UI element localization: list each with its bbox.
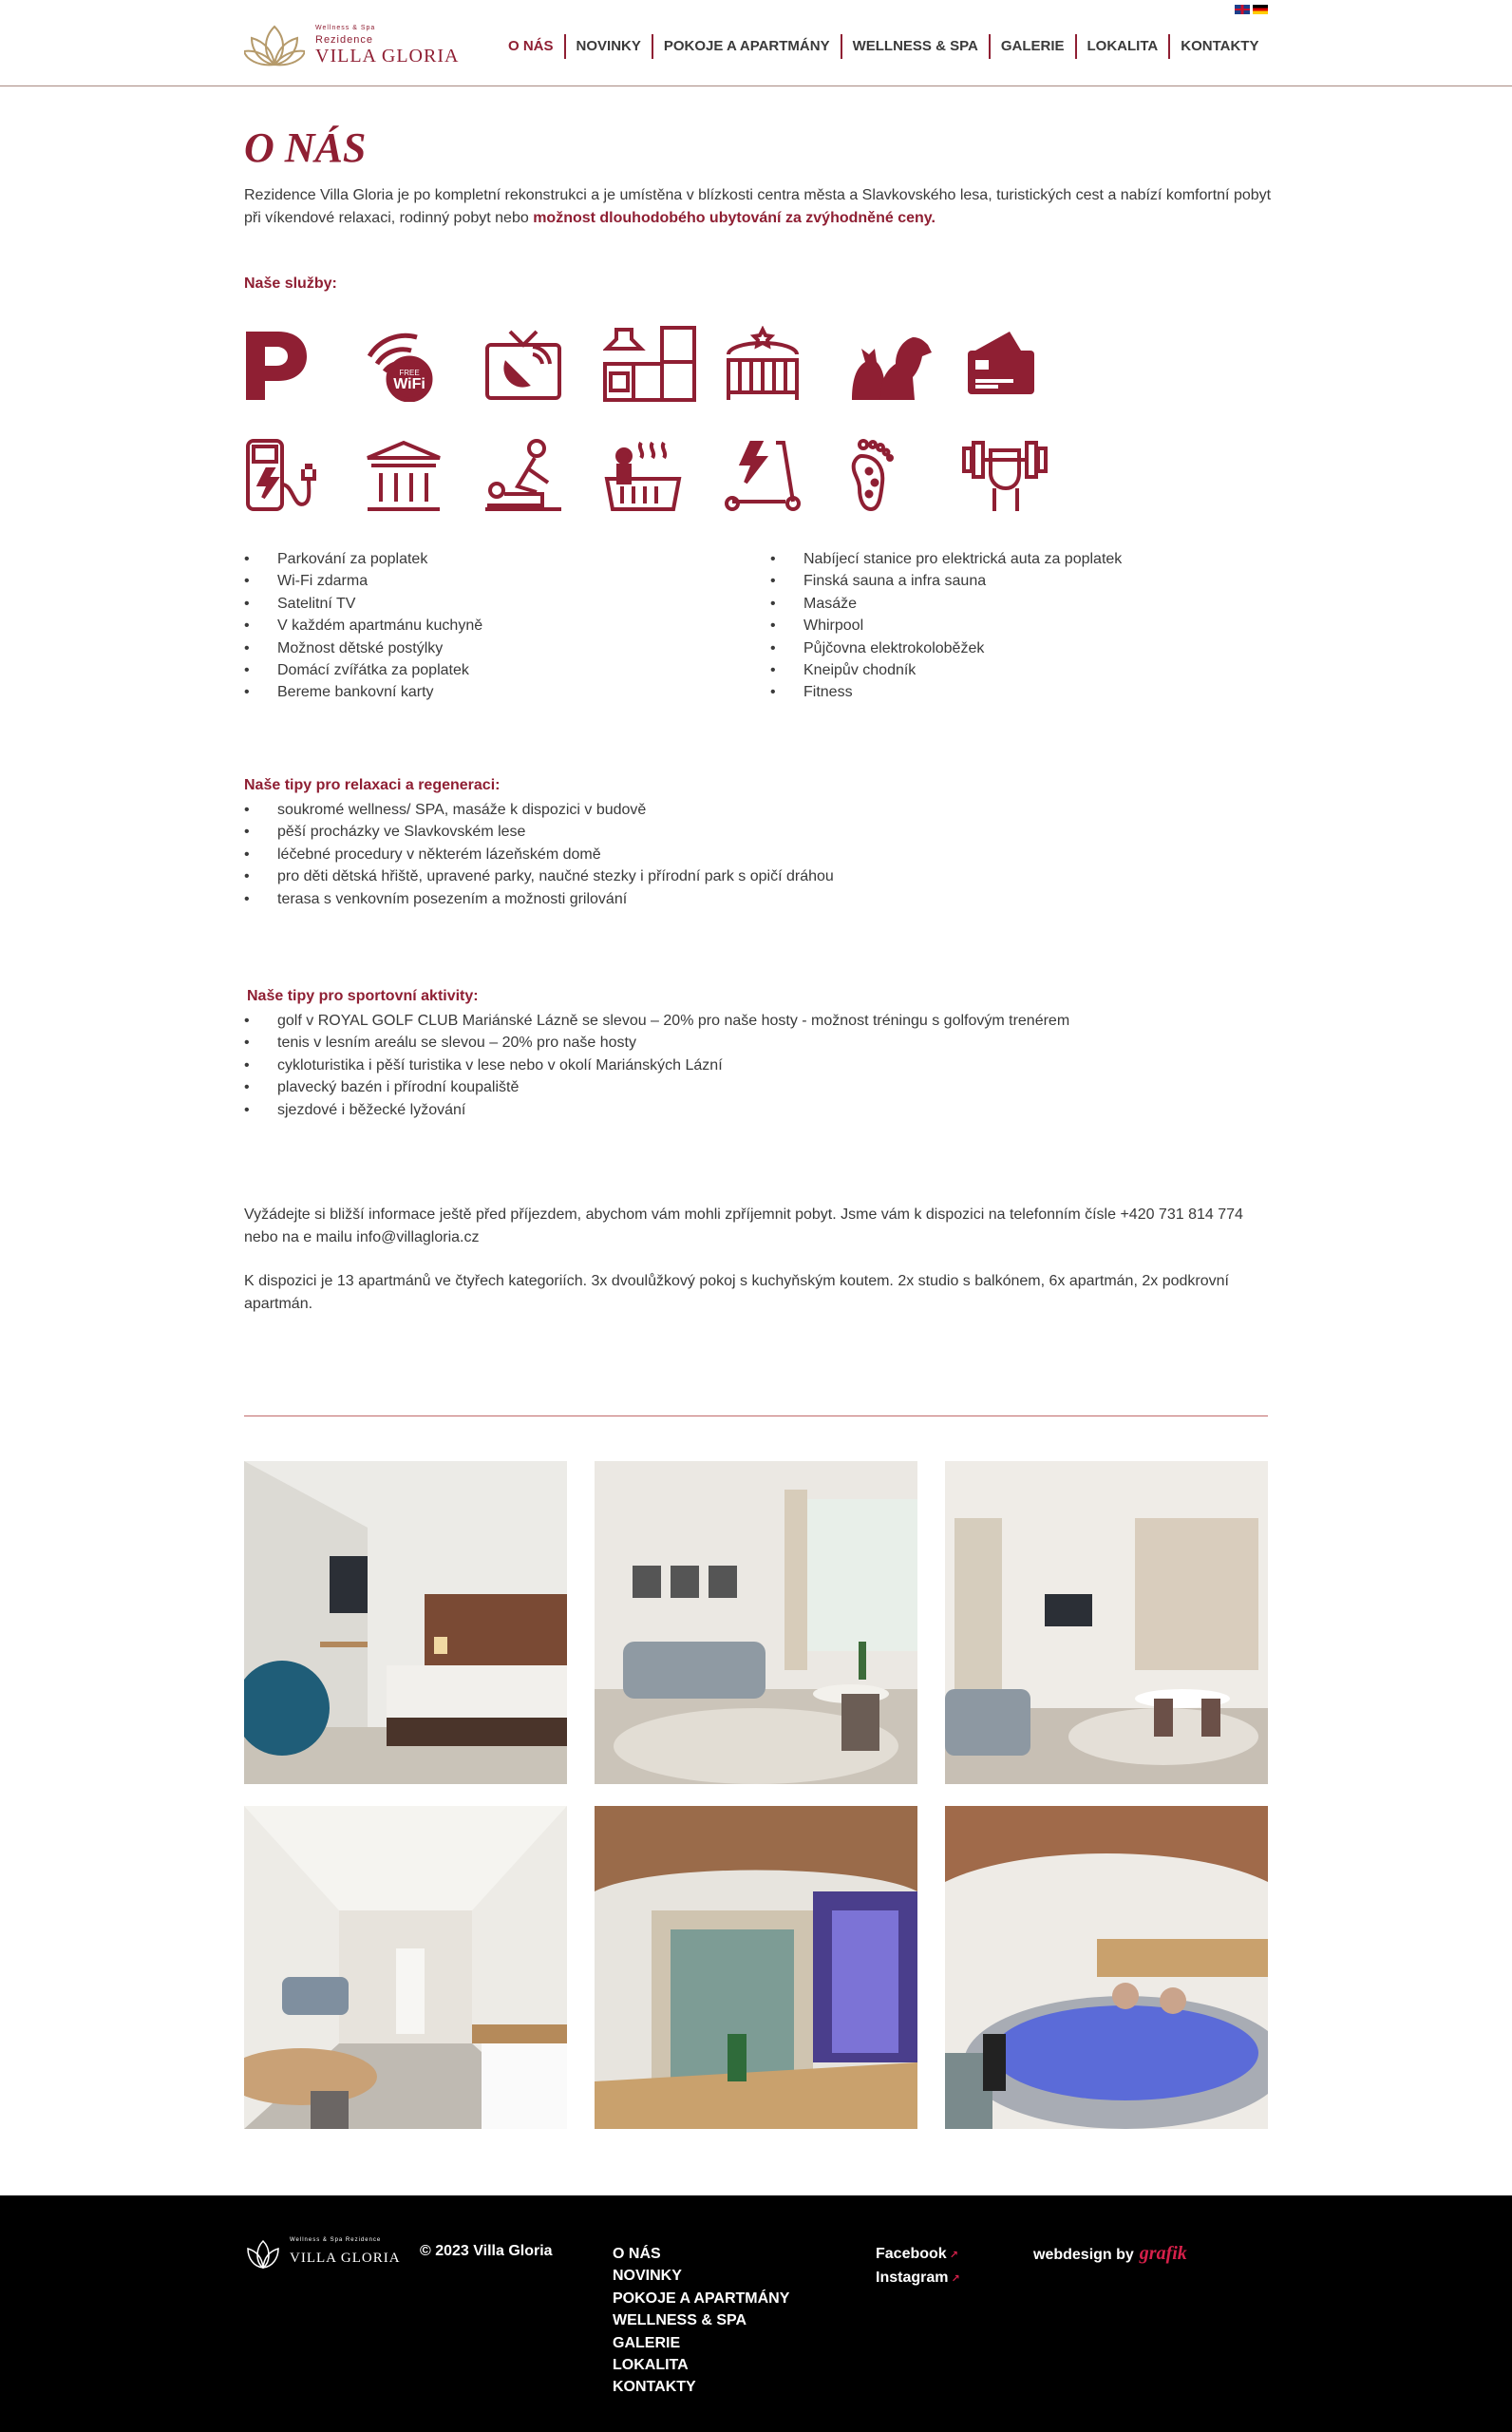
nav-item-pokoje[interactable]: POKOJE A APARTMÁNY xyxy=(652,34,841,59)
facebook-link[interactable] xyxy=(876,2243,960,2267)
list-item: • Bereme bankovní karty xyxy=(244,681,738,703)
crib-icon xyxy=(723,318,842,402)
footer-nav-item[interactable]: LOKALITA xyxy=(613,2357,689,2374)
apartment-hall-photo[interactable] xyxy=(244,1806,567,2129)
footer-nav-item[interactable]: NOVINKY xyxy=(613,2268,682,2285)
wifi-icon xyxy=(364,318,483,402)
sport-list xyxy=(244,1010,1270,1121)
logo-small-text: Wellness & Spa xyxy=(315,25,376,31)
e-scooter-icon xyxy=(723,429,842,513)
list-item: • pro děti dětská hřiště, upravené parky, naučné stezky i přírodní park s opičí dráhou xyxy=(244,865,1270,887)
sauna-photo[interactable] xyxy=(595,1806,917,2129)
site-footer xyxy=(0,2195,1512,2432)
footer-nav-item[interactable]: WELLNESS & SPA xyxy=(613,2312,747,2329)
nav-item-novinky[interactable]: NOVINKY xyxy=(564,34,652,59)
list-item: • Domácí zvířátka za poplatek xyxy=(244,659,738,681)
list-item: • Nabíjecí stanice pro elektrická auta za poplatek xyxy=(770,548,1264,570)
massage-icon xyxy=(483,429,603,513)
logo-main-text: VILLA GLORIA xyxy=(315,46,460,66)
language-switcher xyxy=(1235,5,1268,14)
nav-item-lokalita[interactable]: LOKALITA xyxy=(1075,34,1169,59)
lotus-logo-icon xyxy=(244,23,305,68)
webdesign-brand: grafik xyxy=(1139,2243,1187,2264)
whirlpool-icon xyxy=(603,429,723,513)
footer-logo-small: Wellness & Spa Rezidence xyxy=(290,2237,382,2243)
list-item: • tenis v lesním areálu se slevou – 20% pro naše hosty xyxy=(244,1032,1270,1054)
nav-item-wellness[interactable]: WELLNESS & SPA xyxy=(841,34,989,59)
nav-item-kontakty[interactable]: KONTAKTY xyxy=(1168,34,1269,59)
list-item: • soukromé wellness/ SPA, masáže k dispozici v budově xyxy=(244,799,1270,821)
list-item: • Satelitní TV xyxy=(244,593,738,615)
instagram-link[interactable] xyxy=(876,2267,960,2290)
footer-nav xyxy=(613,2243,789,2399)
services-icons-row-2 xyxy=(244,429,1082,513)
footer-nav-item[interactable]: KONTAKTY xyxy=(613,2379,696,2396)
services-list-right xyxy=(770,548,1264,704)
services-icons-row-1 xyxy=(244,318,1082,402)
footer-logo[interactable] xyxy=(244,2237,401,2276)
list-item: • Wi-Fi zdarma xyxy=(244,570,738,592)
whirlpool-photo[interactable] xyxy=(945,1806,1268,2129)
kitchen-icon xyxy=(603,318,723,402)
list-item: • V každém apartmánu kuchyně xyxy=(244,615,738,636)
kneipp-footprint-icon xyxy=(842,429,962,513)
dining-room-photo[interactable] xyxy=(945,1461,1268,1784)
relax-list xyxy=(244,799,1270,910)
list-item: • terasa s venkovním posezením a možnosti grilování xyxy=(244,888,1270,910)
list-item: • léčebné procedury v některém lázeňském domě xyxy=(244,844,1270,865)
bedroom-photo[interactable] xyxy=(244,1461,567,1784)
apartments-paragraph: K dispozici je 13 apartmánů ve čtyřech kategoriích. 3x dvoulůžkový pokoj s kuchyňským koutem. 2x studio s balkónem, 6x apartmán, 2x podkrovní apartmán. xyxy=(244,1273,1229,1312)
list-item: • cykloturistika i pěší turistika v lese nebo v okolí Mariánských Lázní xyxy=(244,1054,1270,1076)
fitness-icon xyxy=(962,429,1082,513)
sauna-icon xyxy=(364,429,483,513)
site-logo[interactable] xyxy=(244,23,463,70)
webdesign-credit[interactable] xyxy=(1033,2243,1187,2265)
pets-icon xyxy=(842,318,962,402)
svg-text:WiFi: WiFi xyxy=(393,376,425,392)
satellite-tv-icon xyxy=(483,318,603,402)
list-item: • Whirpool xyxy=(770,615,1264,636)
external-link-icon: ↗ xyxy=(949,2250,958,2261)
list-item: • Možnost dětské postýlky xyxy=(244,637,738,659)
credit-card-icon xyxy=(962,318,1082,402)
copyright: © 2023 Villa Gloria xyxy=(420,2243,553,2259)
footer-logo-main: VILLA GLORIA xyxy=(290,2251,401,2266)
list-item: • Fitness xyxy=(770,681,1264,703)
main-nav xyxy=(498,32,1269,61)
parking-icon xyxy=(244,318,364,402)
instagram-label: Instagram xyxy=(876,2270,949,2287)
ev-charger-icon xyxy=(244,429,364,513)
nav-item-o-nas[interactable]: O NÁS xyxy=(508,38,554,54)
logo-sub-text: Rezidence xyxy=(315,34,373,46)
services-list-left xyxy=(244,548,738,704)
list-item: • Masáže xyxy=(770,593,1264,615)
webdesign-label: webdesign by xyxy=(1033,2247,1134,2263)
external-link-icon: ↗ xyxy=(951,2273,960,2286)
svg-text:FREE: FREE xyxy=(399,369,420,377)
footer-social xyxy=(876,2243,960,2291)
sport-title: Naše tipy pro sportovní aktivity: xyxy=(247,988,479,1004)
living-room-photo[interactable] xyxy=(595,1461,917,1784)
intro-highlight: možnost dlouhodobého ubytování za zvýhodněné ceny. xyxy=(533,210,936,226)
en-flag-icon[interactable] xyxy=(1235,5,1250,14)
footer-nav-item[interactable]: GALERIE xyxy=(613,2334,681,2351)
intro-paragraph xyxy=(244,184,1279,230)
site-header xyxy=(0,0,1512,86)
intro-text: Rezidence Villa Gloria je po kompletní rekonstrukci a je umístěna v blízkosti centra města a Slavkovského lesa, turistických cest a nabízí komfortní pobyt při víkendové relaxaci, rodinný pobyt nebo xyxy=(244,187,1272,226)
list-item: • Kneipův chodník xyxy=(770,659,1264,681)
nav-item-galerie[interactable]: GALERIE xyxy=(989,34,1075,59)
services-title: Naše služby: xyxy=(244,276,337,292)
de-flag-icon[interactable] xyxy=(1253,5,1268,14)
contact-paragraph: Vyžádejte si bližší informace ještě před příjezdem, abychom vám mohli zpříjemnit pobyt. Jsme vám k dispozici na telefonním čísle +420 731 814 774 nebo na e mailu info@villagloria.cz xyxy=(244,1206,1243,1245)
list-item: • pěší procházky ve Slavkovském lese xyxy=(244,821,1270,843)
footer-nav-item[interactable]: O NÁS xyxy=(613,2246,661,2262)
page-title: O NÁS xyxy=(244,124,367,171)
list-item: • sjezdové i běžecké lyžování xyxy=(244,1099,1270,1121)
footer-nav-item[interactable]: POKOJE A APARTMÁNY xyxy=(613,2290,790,2307)
list-item: • golf v ROYAL GOLF CLUB Mariánské Lázně se slevou – 20% pro naše hosty - možnost tréningu s golfovým trenérem xyxy=(244,1010,1270,1032)
list-item: • Parkování za poplatek xyxy=(244,548,738,570)
list-item: • Půjčovna elektrokoloběžek xyxy=(770,637,1264,659)
facebook-label: Facebook xyxy=(876,2246,947,2262)
list-item: • Finská sauna a infra sauna xyxy=(770,570,1264,592)
relax-title: Naše tipy pro relaxaci a regeneraci: xyxy=(244,777,501,793)
list-item: • plavecký bazén i přírodní koupaliště xyxy=(244,1076,1270,1098)
lotus-logo-icon xyxy=(248,2241,278,2268)
